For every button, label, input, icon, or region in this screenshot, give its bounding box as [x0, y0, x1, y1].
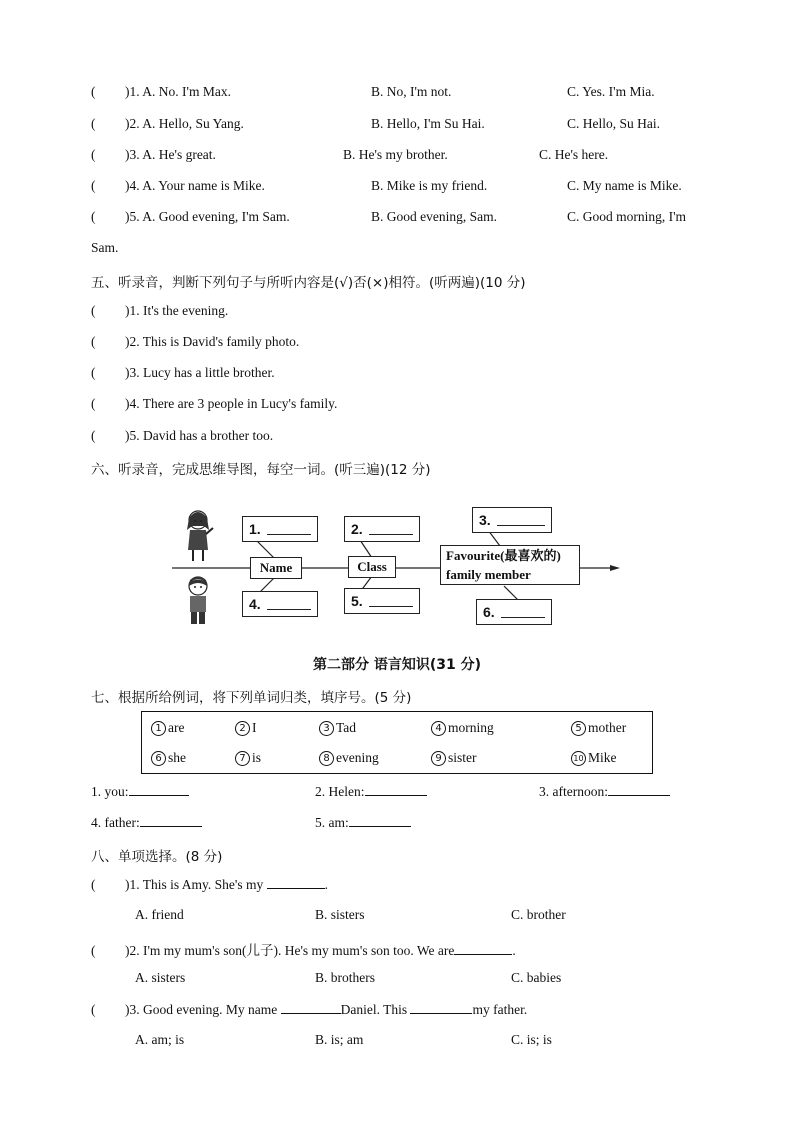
option-c: C. My name is Mike. — [567, 178, 682, 193]
part4-item-4: ( )4. A. Your name is Mike. — [91, 178, 265, 193]
word-item: 4 morning — [431, 720, 494, 736]
answer-blank[interactable] — [129, 783, 189, 796]
classify-answer-5: 5. am: — [315, 814, 411, 831]
mindmap-blank-3[interactable]: 3. — [472, 507, 552, 533]
mindmap-blank-2[interactable]: 2. — [344, 516, 420, 542]
mc-question-1: ( )1. This is Amy. She's my . — [91, 877, 328, 892]
answer-paren[interactable]: ( — [91, 877, 96, 892]
answer-paren[interactable]: ( — [91, 116, 96, 131]
part5-item-5: ( )5. David has a brother too. — [91, 428, 274, 443]
option-b: B. No, I'm not. — [371, 84, 452, 99]
answer-paren[interactable]: ( — [91, 1002, 96, 1017]
part5-item-3: ( )3. Lucy has a little brother. — [91, 365, 275, 380]
mindmap-blank-5[interactable]: 5. — [344, 588, 420, 614]
answer-blank[interactable] — [281, 1001, 341, 1014]
part4-item-3: ( )3. A. He's great. — [91, 147, 216, 162]
mc-question-2: ( )2. I'm my mum's son(儿子). He's my mum's son too. We are . — [91, 943, 516, 958]
mindmap-blank-6[interactable]: 6. — [476, 599, 552, 625]
option-a: A. friend — [135, 907, 184, 922]
option-b: B. Good evening, Sam. — [371, 209, 497, 224]
mindmap-favourite-node: Favourite(最喜欢的) family member — [440, 545, 580, 585]
option-b: B. is; am — [315, 1032, 364, 1047]
answer-blank[interactable] — [140, 814, 202, 827]
answer-paren[interactable]: ( — [91, 365, 96, 380]
answer-paren[interactable]: ( — [91, 334, 96, 349]
part4-item-2: ( )2. A. Hello, Su Yang. — [91, 116, 244, 131]
word-item: 3 Tad — [319, 720, 356, 736]
answer-paren[interactable]: ( — [91, 303, 96, 318]
answer-paren[interactable]: ( — [91, 178, 96, 193]
part4-item-5: ( )5. A. Good evening, I'm Sam. — [91, 209, 290, 224]
part6-heading: 六、听录音，完成思维导图，每空一词。(听三遍)(12 分) — [91, 462, 431, 478]
mindmap-blank-4[interactable]: 4. — [242, 591, 318, 617]
option-c: C. Hello, Su Hai. — [567, 116, 660, 131]
part8-heading: 八、单项选择。(8 分) — [91, 849, 223, 865]
classify-answer-2: 2. Helen: — [315, 783, 427, 800]
word-item: 7 is — [235, 750, 261, 766]
answer-blank[interactable] — [454, 942, 512, 955]
option-c: C. is; is — [511, 1032, 552, 1047]
answer-paren[interactable]: ( — [91, 396, 96, 411]
word-item: 1 are — [151, 720, 184, 736]
option-b: B. sisters — [315, 907, 365, 922]
mindmap-blank-1[interactable]: 1. — [242, 516, 318, 542]
option-c: C. Yes. I'm Mia. — [567, 84, 655, 99]
classify-answer-4: 4. father: — [91, 814, 202, 831]
mindmap-name-node: Name — [250, 557, 302, 579]
girl-icon — [180, 506, 220, 566]
word-item: 10 Mike — [571, 750, 617, 766]
part7-heading: 七、根据所给例词，将下列单词归类，填序号。(5 分) — [91, 690, 412, 706]
part5-item-4: ( )4. There are 3 people in Lucy's family. — [91, 396, 338, 411]
word-item: 5 mother — [571, 720, 626, 736]
boy-icon — [180, 574, 220, 634]
option-a: A. am; is — [135, 1032, 185, 1047]
answer-blank[interactable] — [608, 783, 670, 796]
answer-blank[interactable] — [365, 783, 427, 796]
answer-paren[interactable]: ( — [91, 943, 96, 958]
answer-blank[interactable] — [349, 814, 411, 827]
classify-answer-3: 3. afternoon: — [539, 783, 670, 800]
option-c: C. Good morning, I'm — [567, 209, 687, 224]
word-bank — [141, 711, 653, 774]
option-c: C. He's here. — [539, 147, 609, 162]
part5-item-2: ( )2. This is David's family photo. — [91, 334, 300, 349]
part4-item-1: ( )1. A. No. I'm Max. — [91, 84, 231, 99]
answer-paren[interactable]: ( — [91, 428, 96, 443]
option-a: A. sisters — [135, 970, 186, 985]
word-item: 2 I — [235, 720, 257, 736]
mindmap-class-node: Class — [348, 556, 396, 578]
part5-heading: 五、听录音，判断下列句子与所听内容是(√)否(×)相符。(听两遍)(10 分) — [91, 275, 526, 291]
word-item: 9 sister — [431, 750, 477, 766]
word-item: 8 evening — [319, 750, 379, 766]
option-c: C. babies — [511, 970, 562, 985]
option-b: B. Mike is my friend. — [371, 178, 488, 193]
option-b: B. He's my brother. — [343, 147, 448, 162]
answer-blank[interactable] — [410, 1001, 472, 1014]
option-b: B. brothers — [315, 970, 375, 985]
answer-blank[interactable] — [267, 876, 325, 889]
option-b: B. Hello, I'm Su Hai. — [371, 116, 485, 131]
answer-paren[interactable]: ( — [91, 147, 96, 162]
mc-question-3: ( )3. Good evening. My name Daniel. This my father. — [91, 1002, 528, 1017]
answer-paren[interactable]: ( — [91, 84, 96, 99]
option-c: C. brother — [511, 907, 566, 922]
wrapped-text: Sam. — [91, 240, 119, 255]
classify-answer-1: 1. you: — [91, 783, 189, 800]
part5-item-1: ( )1. It's the evening. — [91, 303, 229, 318]
section-title: 第二部分 语言知识(31 分) — [312, 657, 482, 673]
answer-paren[interactable]: ( — [91, 209, 96, 224]
word-item: 6 she — [151, 750, 186, 766]
